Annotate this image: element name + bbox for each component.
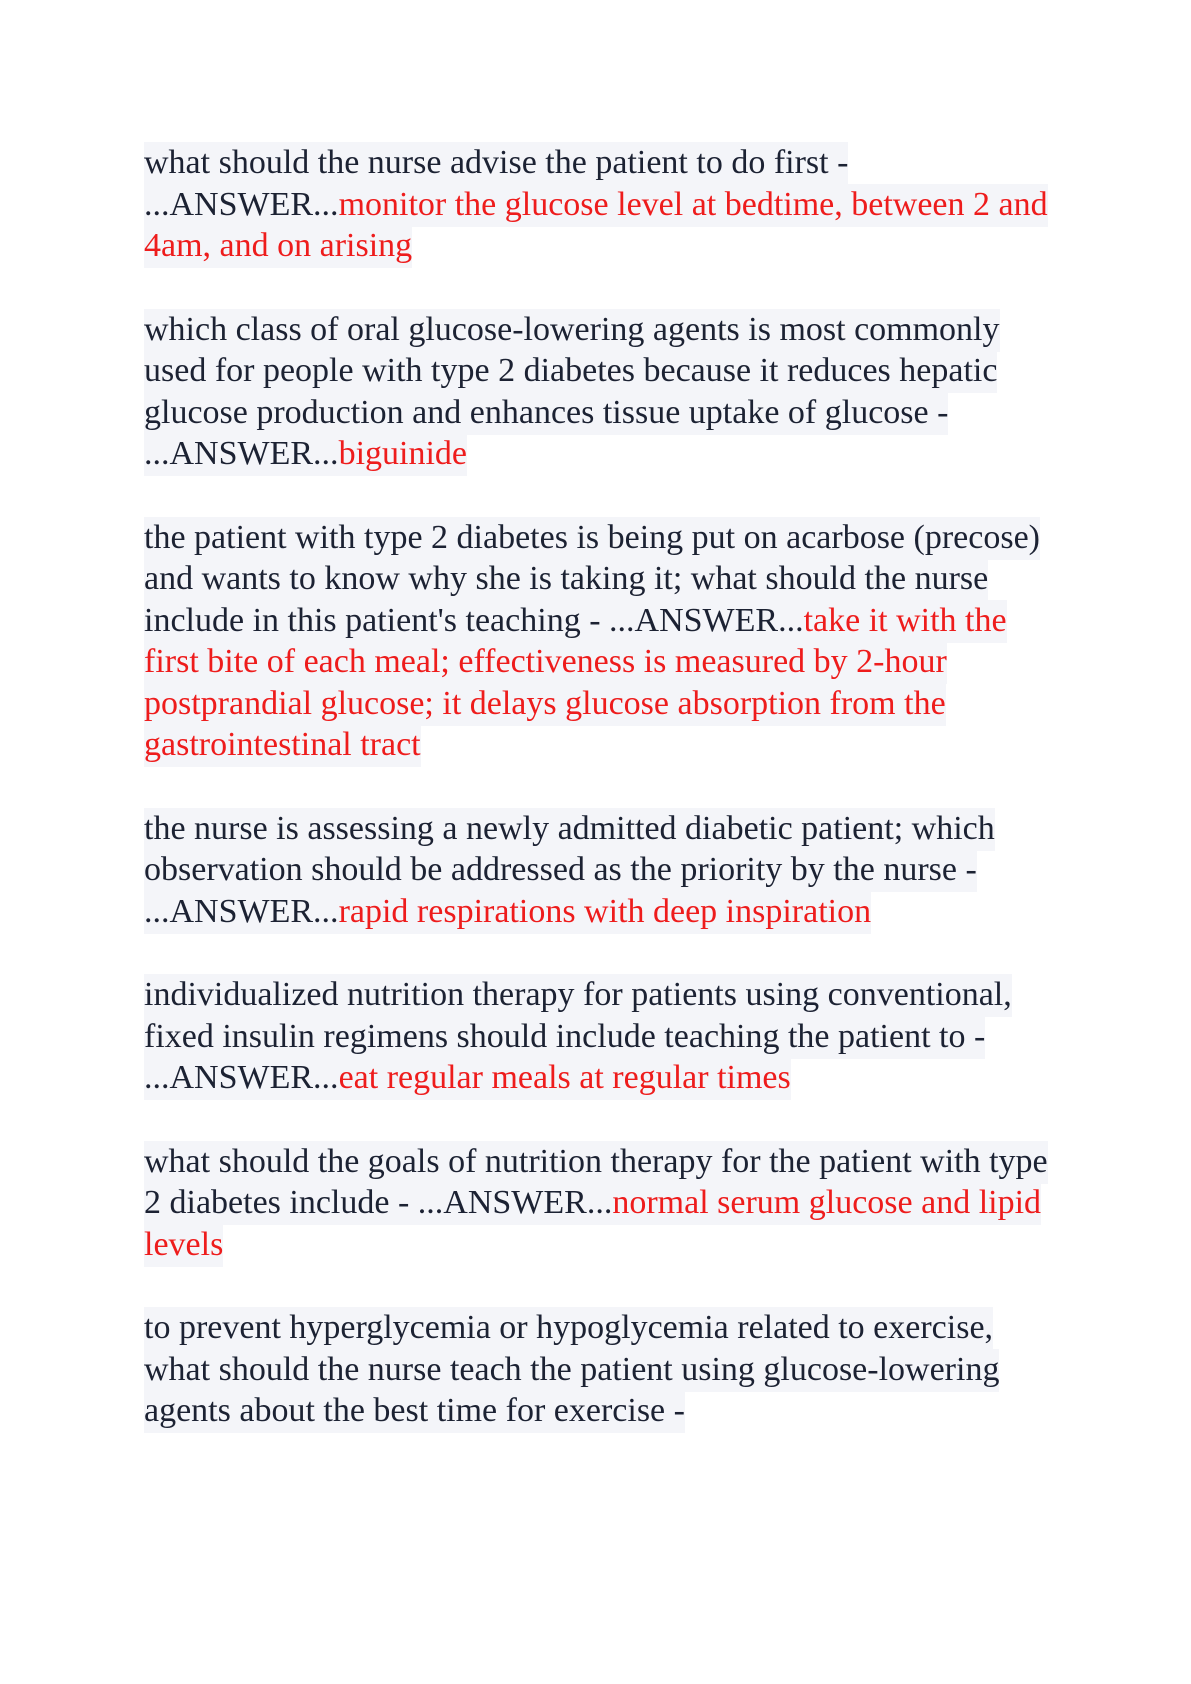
qa-item-6	[144, 1141, 1064, 1266]
qa-item-2	[144, 309, 1064, 475]
question-text: to prevent hyperglycemia or hypoglycemia related to exercise, what should the nurse teach the patient using glucose-lowering agents about the best time for exercise -	[144, 1309, 1000, 1429]
answer-text: rapid respirations with deep inspiration	[338, 892, 872, 930]
question-text: individualized nutrition therapy for patients using conventional, fixed insulin regimens should include teaching the patient to - ...ANSWER...	[144, 976, 1012, 1096]
qa-item-3	[144, 517, 1064, 766]
document-page	[144, 142, 1064, 1474]
answer-text: monitor the glucose level at bedtime, between 2 and 4am, and on arising	[144, 185, 1048, 264]
question-text: the nurse is assessing a newly admitted diabetic patient; which observation should be addressed as the priority by the nurse - ...ANSWER...	[144, 809, 995, 930]
question-text: which class of oral glucose-lowering agents is most commonly used for people with type 2 diabetes because it reduces hepatic glucose production and enhances tissue uptake of glucose - ...ANSWER...	[144, 310, 1000, 472]
qa-item-1	[144, 142, 1064, 267]
question-text: what should the nurse advise the patient to do first - ...ANSWER...	[144, 144, 849, 223]
question-text: what should the goals of nutrition therapy for the patient with type 2 diabetes include - ...ANSWER...	[144, 1142, 1048, 1221]
qa-item-5	[144, 974, 1064, 1099]
answer-text: take it with the first bite of each meal; effectiveness is measured by 2-hour postprandial glucose; it delays glucose absorption from the gastrointestinal tract	[144, 601, 1007, 763]
answer-text: biguinide	[338, 435, 467, 472]
question-text: the patient with type 2 diabetes is being put on acarbose (precose) and wants to know why she is taking it; what should the nurse include in this patient's teaching - ...ANSWER...	[144, 518, 1040, 639]
qa-item-4	[144, 808, 1064, 933]
qa-item-7	[144, 1307, 1064, 1432]
answer-text: eat regular meals at regular times	[338, 1059, 791, 1096]
answer-text: normal serum glucose and lipid levels	[144, 1184, 1042, 1263]
